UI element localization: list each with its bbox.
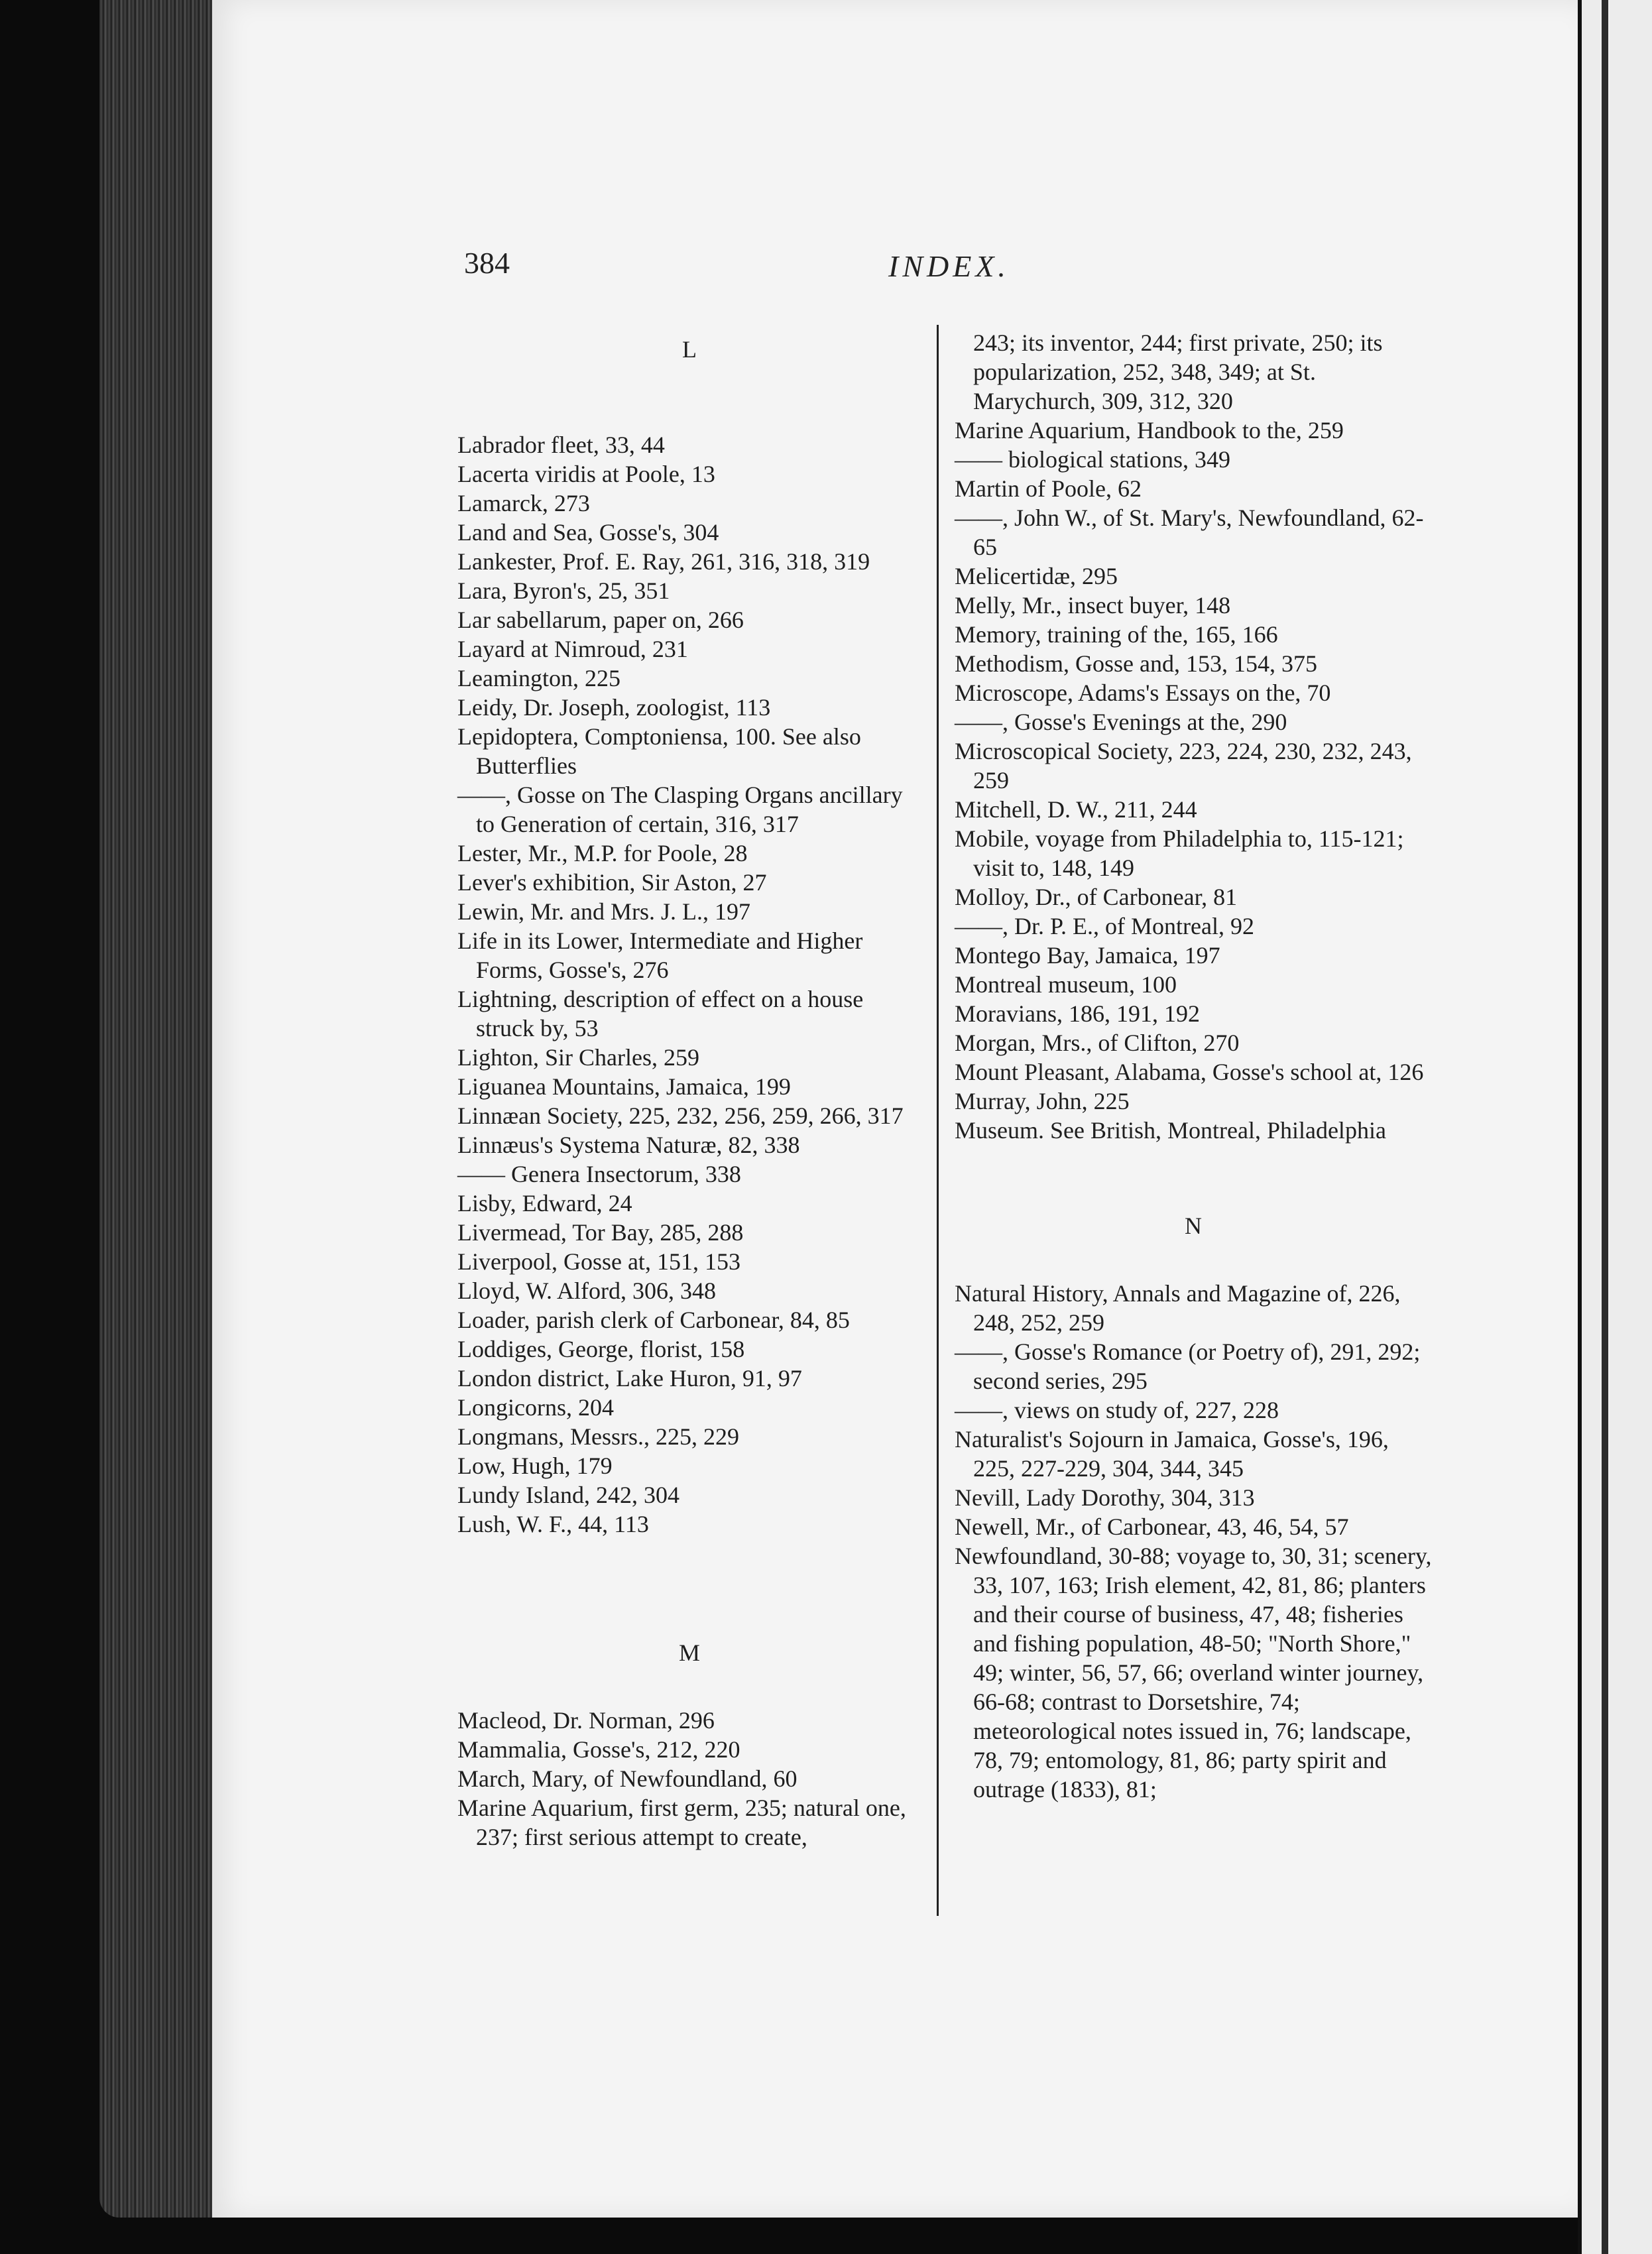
index-entry: Lundy Island, 242, 304 (457, 1482, 679, 1508)
index-entry: Lightning, description of effect on a house struck by, 53 (457, 986, 864, 1041)
index-entry: Microscopical Society, 223, 224, 230, 232, 243, 259 (955, 738, 1412, 794)
index-entry: Lar sabellarum, paper on, 266 (457, 607, 744, 633)
index-entry: Melly, Mr., insect buyer, 148 (955, 592, 1231, 619)
index-entry: —— Genera Insectorum, 338 (457, 1161, 741, 1187)
index-entry: Montreal museum, 100 (955, 971, 1177, 998)
index-entry: Longicorns, 204 (457, 1394, 614, 1421)
left-column (457, 335, 921, 1852)
index-entry: Loader, parish clerk of Carbonear, 84, 85 (457, 1307, 850, 1333)
index-entry: ——, Gosse's Romance (or Poetry of), 291, 292; second series, 295 (955, 1338, 1421, 1394)
index-entry: Newell, Mr., of Carbonear, 43, 46, 54, 57 (955, 1513, 1349, 1540)
index-entry: Lewin, Mr. and Mrs. J. L., 197 (457, 898, 750, 925)
index-entry: Museum. See British, Montreal, Philadelphia (955, 1117, 1386, 1144)
section-letter-l: L (682, 336, 697, 363)
index-entry: Montego Bay, Jamaica, 197 (955, 942, 1220, 969)
index-entry: London district, Lake Huron, 91, 97 (457, 1365, 802, 1392)
index-list-m-continued (955, 328, 1432, 1145)
index-list-l (457, 430, 921, 1539)
index-entry: Leamington, 225 (457, 665, 620, 691)
index-entry: Lisby, Edward, 24 (457, 1190, 632, 1216)
index-entry: Life in its Lower, Intermediate and Higher Forms, Gosse's, 276 (457, 927, 863, 983)
index-entry: Labrador fleet, 33, 44 (457, 432, 665, 458)
index-entry: Loddiges, George, florist, 158 (457, 1336, 745, 1362)
index-entry: Liguanea Mountains, Jamaica, 199 (457, 1073, 791, 1100)
index-entry: Mitchell, D. W., 211, 244 (955, 796, 1197, 823)
index-entry: Livermead, Tor Bay, 285, 288 (457, 1219, 744, 1246)
index-entry: Martin of Poole, 62 (955, 475, 1142, 502)
section-letter-n: N (1185, 1213, 1202, 1239)
index-list-n (955, 1279, 1432, 1804)
running-head: INDEX. (888, 249, 1010, 283)
index-entry: Macleod, Dr. Norman, 296 (457, 1707, 715, 1734)
index-entry: Nevill, Lady Dorothy, 304, 313 (955, 1484, 1255, 1511)
index-entry: Lamarck, 273 (457, 490, 590, 516)
index-entry: Lester, Mr., M.P. for Poole, 28 (457, 840, 748, 866)
index-entry: Naturalist's Sojourn in Jamaica, Gosse's, 196, 225, 227-229, 304, 344, 345 (955, 1426, 1389, 1482)
index-entry: Lepidoptera, Comptoniensa, 100. See also Butterflies (457, 723, 861, 779)
index-entry: ——, John W., of St. Mary's, Newfoundland, 62-65 (955, 504, 1424, 560)
index-entry: Lacerta viridis at Poole, 13 (457, 461, 715, 487)
index-entry: Leidy, Dr. Joseph, zoologist, 113 (457, 694, 771, 721)
index-entry: Melicertidæ, 295 (955, 563, 1118, 589)
index-entry: Moravians, 186, 191, 192 (955, 1000, 1200, 1027)
index-entry: Marine Aquarium, Handbook to the, 259 (955, 417, 1344, 444)
index-entry: ——, Gosse on The Clasping Organs ancillary to Generation of certain, 316, 317 (457, 782, 903, 837)
index-entry: Molloy, Dr., of Carbonear, 81 (955, 884, 1238, 910)
index-entry: Longmans, Messrs., 225, 229 (457, 1423, 739, 1450)
index-entry: Lara, Byron's, 25, 351 (457, 577, 670, 604)
index-entry: Layard at Nimroud, 231 (457, 636, 688, 662)
index-entry: Methodism, Gosse and, 153, 154, 375 (955, 650, 1317, 677)
book-edge (99, 0, 219, 2218)
index-entry: Natural History, Annals and Magazine of, 226, 248, 252, 259 (955, 1280, 1401, 1336)
right-column (955, 328, 1432, 1804)
index-entry: ——, views on study of, 227, 228 (955, 1397, 1279, 1423)
index-entry: Lush, W. F., 44, 113 (457, 1511, 649, 1537)
index-entry: Lloyd, W. Alford, 306, 348 (457, 1277, 717, 1304)
index-entry: Linnæan Society, 225, 232, 256, 259, 266, 317 (457, 1102, 904, 1129)
index-entry: —— biological stations, 349 (955, 446, 1230, 473)
index-entry: Memory, training of the, 165, 166 (955, 621, 1278, 648)
index-entry: March, Mary, of Newfoundland, 60 (457, 1765, 797, 1792)
index-entry: ——, Dr. P. E., of Montreal, 92 (955, 913, 1254, 939)
index-entry: Mammalia, Gosse's, 212, 220 (457, 1736, 740, 1763)
index-entry: Low, Hugh, 179 (457, 1453, 613, 1479)
index-entry: Murray, John, 225 (955, 1088, 1130, 1114)
index-entry: Linnæus's Systema Naturæ, 82, 338 (457, 1132, 800, 1158)
index-entry: 243; its inventor, 244; first private, 250; its popularization, 252, 348, 349; at St. Marychurch, 309, 312, 320 (973, 329, 1383, 414)
index-entry: Lever's exhibition, Sir Aston, 27 (457, 869, 767, 896)
index-entry: Land and Sea, Gosse's, 304 (457, 519, 719, 546)
page-number: 384 (464, 246, 510, 280)
index-entry: Morgan, Mrs., of Clifton, 270 (955, 1030, 1240, 1056)
index-entry: Lankester, Prof. E. Ray, 261, 316, 318, 319 (457, 548, 870, 575)
index-entry: Liverpool, Gosse at, 151, 153 (457, 1248, 740, 1275)
page-edge-shadow (1602, 0, 1608, 2254)
index-list-m (457, 1706, 921, 1852)
index-entry: Microscope, Adams's Essays on the, 70 (955, 680, 1331, 706)
index-entry: Mobile, voyage from Philadelphia to, 115-121; visit to, 148, 149 (955, 825, 1404, 881)
index-entry: Marine Aquarium, first germ, 235; natural one, 237; first serious attempt to create, (457, 1795, 906, 1850)
index-entry: Lighton, Sir Charles, 259 (457, 1044, 699, 1071)
column-divider (937, 325, 939, 1916)
index-entry: Mount Pleasant, Alabama, Gosse's school at, 126 (955, 1059, 1424, 1085)
next-page-edge (1578, 0, 1652, 2254)
section-letter-m: M (678, 1639, 700, 1666)
index-entry: Newfoundland, 30-88; voyage to, 30, 31; scenery, 33, 107, 163; Irish element, 42, 81, 86; planters and their course of business, 47, 48; fisheries and fishing population, 48-50; "North Shore," 49; winter, 56, 57, 66; overland winter journey, 66-68; contrast to Dorsetshire, 74; meteorological notes issued in, 76; landscape, 78, 79; entomology, 81, 86; party spirit and outrage (1833), 81; (955, 1543, 1432, 1803)
index-entry: ——, Gosse's Evenings at the, 290 (955, 709, 1287, 735)
